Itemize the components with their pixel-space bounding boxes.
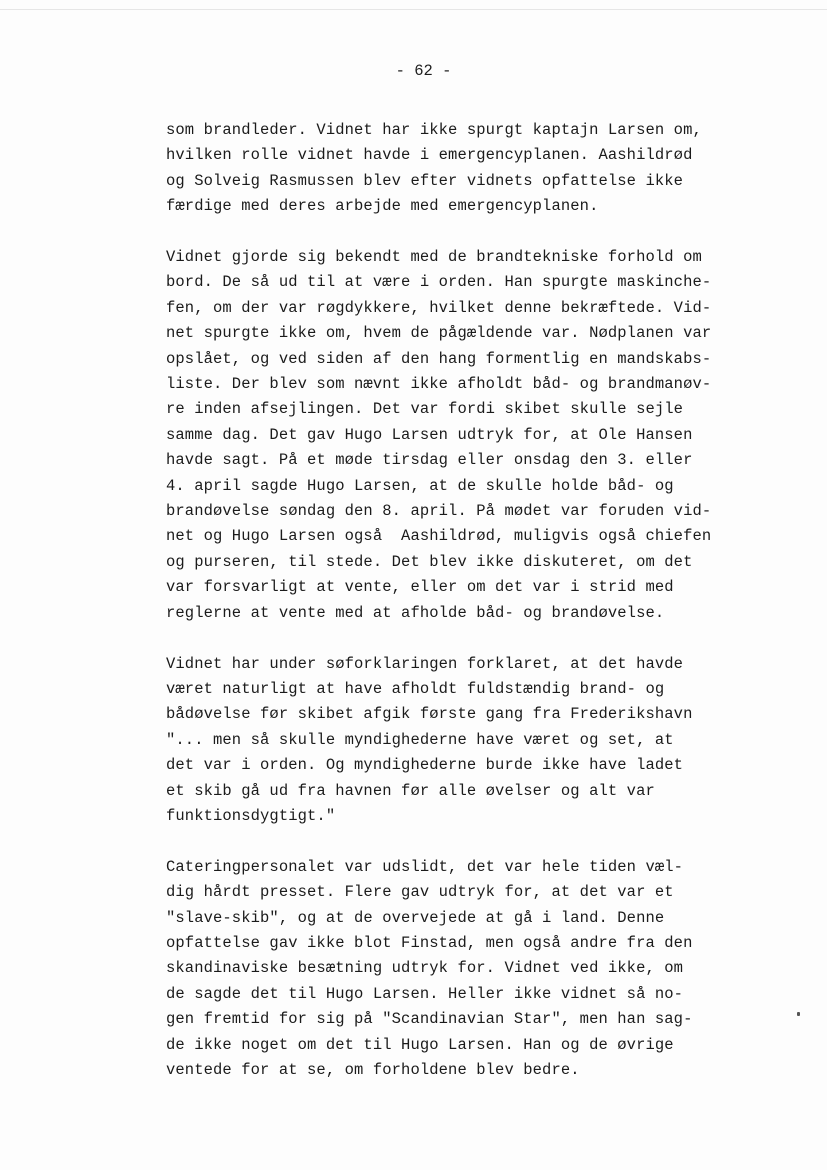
text-line: hvilken rolle vidnet havde i emergencyplanen. Aashildrød [166,146,693,165]
text-line: havde sagt. På et møde tirsdag eller onsdag den 3. eller [166,451,693,470]
paragraph-1 [166,118,766,220]
text-line: Vidnet gjorde sig bekendt med de brandtekniske forhold om [166,248,702,267]
text-line: bord. De så ud til at være i orden. Han spurgte maskinche- [166,273,712,292]
text-line: brandøvelse søndag den 8. april. På mødet var foruden vid- [166,502,712,521]
text-line: net spurgte ikke om, hvem de pågældende var. Nødplanen var [166,324,712,343]
text-line: samme dag. Det gav Hugo Larsen udtryk for, at Ole Hansen [166,425,693,444]
text-line: 4. april sagde Hugo Larsen, at de skulle holde båd- og [166,476,674,495]
text-line: bådøvelse før skibet afgik første gang fra Frederikshavn [166,705,693,724]
text-line: som brandleder. Vidnet har ikke spurgt kaptajn Larsen om, [166,121,702,139]
text-line: et skib gå ud fra havnen før alle øvelser og alt var [166,781,655,800]
text-line: færdige med deres arbejde med emergencyplanen. [166,197,599,216]
text-line: skandinaviske besætning udtryk for. Vidnet ved ikke, om [166,959,684,978]
page-number: - 62 - [395,62,452,80]
text-line: net og Hugo Larsen også Aashildrød, muligvis også chiefen [166,527,712,546]
text-line: Cateringpersonalet var udslidt, det var hele tiden væl- [166,857,684,876]
text-line: re inden afsejlingen. Det var fordi skibet skulle sejle [166,400,684,419]
text-line: reglerne at vente med at afholde båd- og brandøvelse. [166,603,665,622]
text-line: var forsvarligt at vente, eller om det var i strid med [166,578,674,597]
text-line: "slave-skib", og at de overvejede at gå i land. Denne [166,908,665,927]
text-line: dig hårdt presset. Flere gav udtryk for, at det var et [166,883,674,902]
text-line: og Solveig Rasmussen blev efter vidnets opfattelse ikke [166,171,684,190]
text-line: det var i orden. Og myndighederne burde ikke have ladet [166,756,684,775]
scan-speck [797,1012,800,1016]
document-body [166,118,766,1109]
text-line: og purseren, til stede. Det blev ikke diskuteret, om det [166,552,693,571]
text-line: Vidnet har under søforklaringen forklaret, at det havde [166,654,684,673]
paragraph-2 [166,245,766,626]
paragraph-4 [166,855,766,1084]
text-line: de sagde det til Hugo Larsen. Heller ikke vidnet så no- [166,984,684,1003]
text-line: fen, om der var røgdykkere, hvilket denne bekræftede. Vid- [166,298,712,317]
text-line: opslået, og ved siden af den hang formentlig en mandskabs- [166,349,712,368]
text-line: ventede for at se, om forholdene blev bedre. [166,1060,580,1079]
text-line: været naturligt at have afholdt fuldstændig brand- og [166,679,665,698]
text-line: de ikke noget om det til Hugo Larsen. Han og de øvrige [166,1035,674,1054]
text-line: gen fremtid for sig på "Scandinavian Star", men han sag- [166,1010,693,1029]
text-line: "... men så skulle myndighederne have været og set, at [166,730,674,749]
text-line: funktionsdygtigt." [166,806,336,825]
page-top-edge [0,9,827,10]
text-line: liste. Der blev som nævnt ikke afholdt båd- og brandmanøv- [166,375,712,394]
text-line: opfattelse gav ikke blot Finstad, men også andre fra den [166,933,693,952]
paragraph-3 [166,652,766,830]
